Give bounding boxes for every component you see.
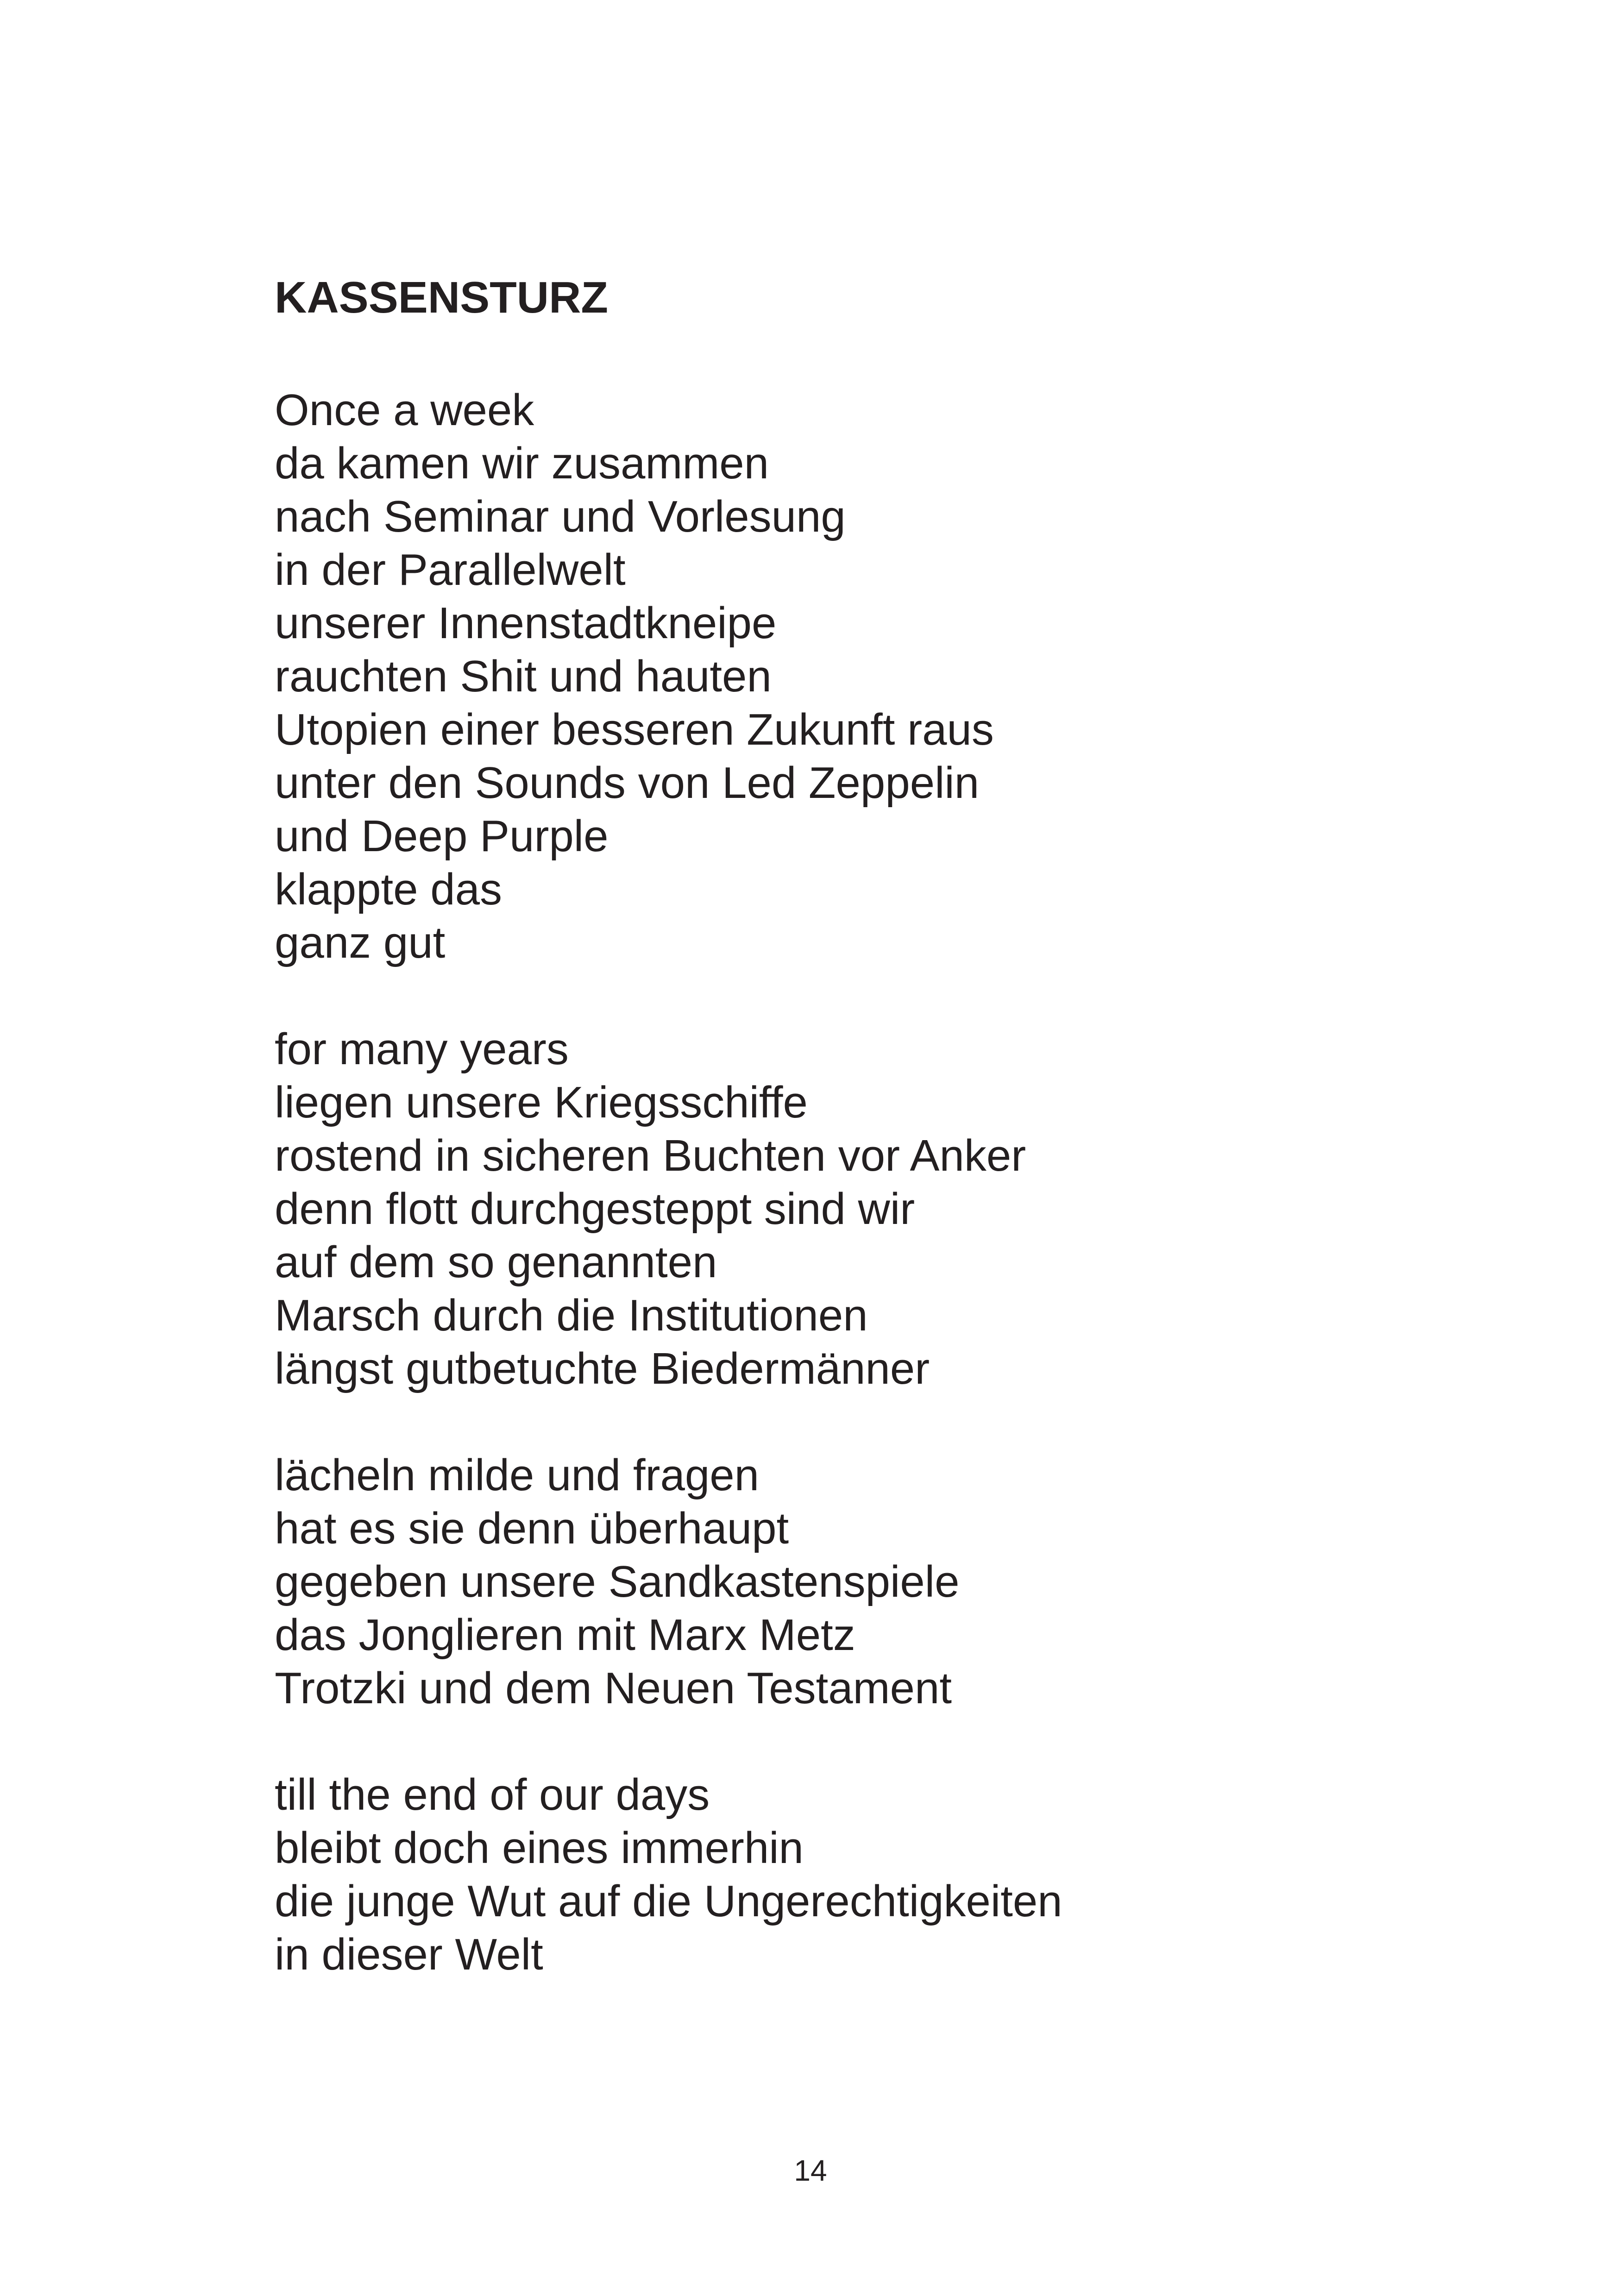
stanza-2	[275, 1023, 1062, 1395]
poem-line: die junge Wut auf die Ungerechtigkeiten	[275, 1876, 1062, 1926]
poem-line: Trotzki und dem Neuen Testament	[275, 1663, 952, 1713]
page-number: 14	[794, 2154, 827, 2187]
poem-line: in dieser Welt	[275, 1930, 543, 1979]
poem-line: till the end of our days	[275, 1770, 710, 1819]
poem-line: gegeben unsere Sandkastenspiele	[275, 1557, 960, 1606]
poem-line: das Jonglieren mit Marx Metz	[275, 1610, 855, 1660]
poem-line: unserer Innenstadtkneipe	[275, 598, 777, 648]
poem-line: in der Parallelwelt	[275, 545, 626, 595]
poem-title: KASSENSTURZ	[275, 273, 609, 322]
poem-line: unter den Sounds von Led Zeppelin	[275, 758, 980, 808]
poem-line: rostend in sicheren Buchten vor Anker	[275, 1131, 1026, 1180]
poem-line: da kamen wir zusammen	[275, 439, 769, 488]
poem-line: und Deep Purple	[275, 811, 609, 861]
poem-line: Once a week	[275, 385, 534, 435]
poem-line: nach Seminar und Vorlesung	[275, 492, 846, 541]
poem-line: auf dem so genannten	[275, 1237, 717, 1287]
stanza-3	[275, 1449, 1062, 1715]
poem-line: rauchten Shit und hauten	[275, 652, 772, 701]
poem-line: denn flott durchgesteppt sind wir	[275, 1184, 915, 1234]
poem-line: lächeln milde und fragen	[275, 1450, 760, 1500]
poem-line: ganz gut	[275, 918, 446, 967]
poem-line: hat es sie denn überhaupt	[275, 1504, 789, 1553]
poem-line: Marsch durch die Institutionen	[275, 1291, 868, 1340]
poem-line: klappte das	[275, 865, 503, 914]
stanza-4	[275, 1768, 1062, 1981]
poem-body	[275, 383, 1062, 2034]
poem-line: bleibt doch eines immerhin	[275, 1823, 804, 1873]
poem-line: for many years	[275, 1024, 569, 1074]
poem-line: liegen unsere Kriegsschiffe	[275, 1078, 808, 1127]
poem-line: längst gutbetuchte Biedermänner	[275, 1344, 930, 1393]
stanza-1	[275, 383, 1062, 969]
poem-line: Utopien einer besseren Zukunft raus	[275, 705, 994, 754]
